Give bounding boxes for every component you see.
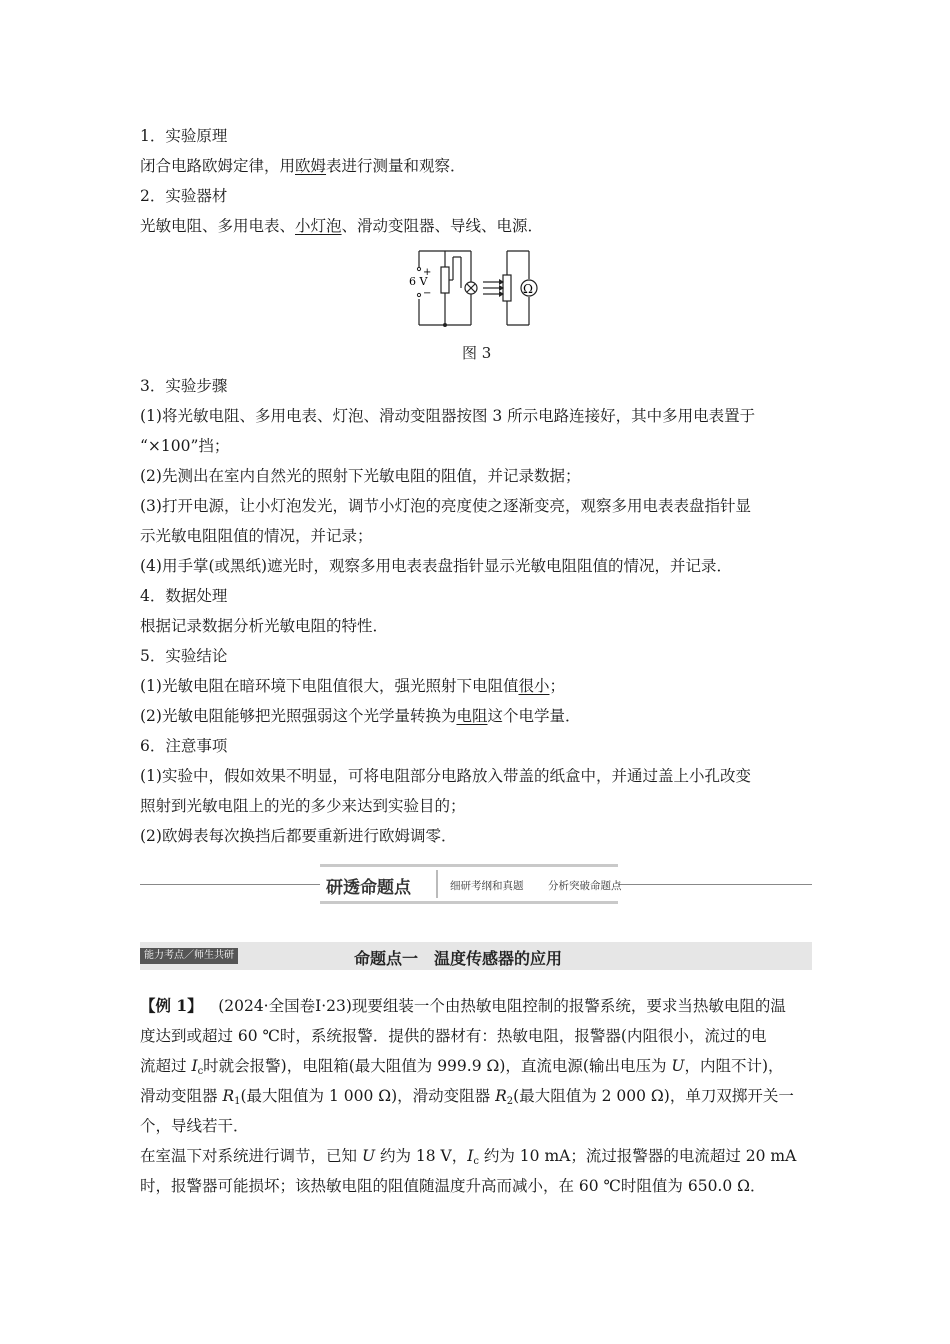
step-1-line-2: “×100”挡； [140,437,230,455]
example-line-7: 时，报警器可能损坏；该热敏电阻的阻值随温度升高而减小，在 60 ℃时阻值为 650.0 Ω． [140,1177,766,1195]
terminal [417,293,420,296]
rheostat [441,267,449,293]
step-2: (2)先测出在室内自然光的照射下光敏电阻的阻值，并记录数据； [140,467,581,485]
step-3-line-1: (3)打开电源，让小灯泡发光，调节小灯泡的亮度使之逐渐变亮，观察多用电表表盘指针显 [140,497,751,515]
example-line-2: 度达到或超过 60 ℃时，系统报警．提供的器材有：热敏电阻，报警器(内阻很小，流过的电 [140,1027,767,1045]
note-2: (2)欧姆表每次换挡后都要重新进行欧姆调零． [140,827,457,845]
banner-title: 研透命题点 [326,878,411,898]
banner-separator [436,870,438,898]
step-4: (4)用手掌(或黑纸)遮光时，观察多用电表表盘指针显示光敏电阻阻值的情况，并记录． [140,557,733,575]
note-1-line-1: (1)实验中，假如效果不明显，可将电阻部分电路放入带盖的纸盒中，并通过盖上小孔改变 [140,767,751,785]
plus-sign: + [423,267,432,278]
banner-subtitle-2: 分析突破命题点 [548,880,622,892]
section-1-heading: 1．实验原理 [140,127,228,145]
example-line-1: 【例 1】 (2024·全国卷Ⅰ·23)现要组装一个由热敏电阻控制的报警系统，要求当热敏电阻的温 [140,996,786,1015]
example-line-5: 个，导线若干． [140,1117,249,1135]
conclusion-2: (2)光敏电阻能够把光照强弱这个光学量转换为电阻这个电学量． [140,707,581,725]
section-2-text: 光敏电阻、多用电表、小灯泡、滑动变阻器、导线、电源． [140,217,544,235]
section-4-text: 根据记录数据分析光敏电阻的特性． [140,617,389,635]
banner-subtitle-1: 细研考纲和真题 [450,880,524,892]
junction [443,323,447,327]
photoresistor [503,275,511,301]
step-3-line-2: 示光敏电阻阻值的情况，并记录； [140,527,373,545]
topic-tag: 能力考点／师生共研 [140,948,238,964]
banner-rule-left [140,884,320,885]
topic-title: 命题点一 温度传感器的应用 [354,949,563,968]
banner-rule-right [618,884,812,885]
example-line-4: 滑动变阻器 $R_1$(最大阻值为 1 000 Ω)，滑动变阻器 $R_2$(最大阻值为 2 000 Ω)，单刀双掷开关一 [140,1087,794,1107]
section-1-text: 闭合电路欧姆定律，用欧姆表进行测量和观察． [140,157,466,175]
example-label: 【例 1】 [140,996,203,1015]
example-line-6: 在室温下对系统进行调节，已知 U 约为 18 V，$I_c$ 约为 10 mA；流过报警器的电流超过 20 mA [140,1147,797,1167]
step-1-line-1: (1)将光敏电阻、多用电表、灯泡、滑动变阻器按图 3 所示电路连接好，其中多用电表置于 [140,407,756,425]
section-4-heading: 4．数据处理 [140,587,228,605]
section-banner [140,860,812,910]
voltage-label: 6 V [409,275,428,288]
section-3-heading: 3．实验步骤 [140,377,228,395]
topic-bar [140,942,812,970]
circuit-diagram [395,243,555,331]
terminal [417,267,420,270]
minus-sign: − [423,288,432,299]
figure-caption: 图 3 [462,344,492,362]
section-6-heading: 6．注意事项 [140,737,228,755]
ohm-symbol: Ω [523,282,533,296]
conclusion-1: (1)光敏电阻在暗环境下电阻值很大，强光照射下电阻值很小； [140,677,565,695]
section-2-heading: 2．实验器材 [140,187,228,205]
section-5-heading: 5．实验结论 [140,647,228,665]
note-1-line-2: 照射到光敏电阻上的光的多少来达到实验目的； [140,797,466,815]
example-line-3: 流超过 $I_c$时就会报警)，电阻箱(最大阻值为 999.9 Ω)，直流电源(输出电压为 U，内阻不计)， [140,1057,784,1077]
